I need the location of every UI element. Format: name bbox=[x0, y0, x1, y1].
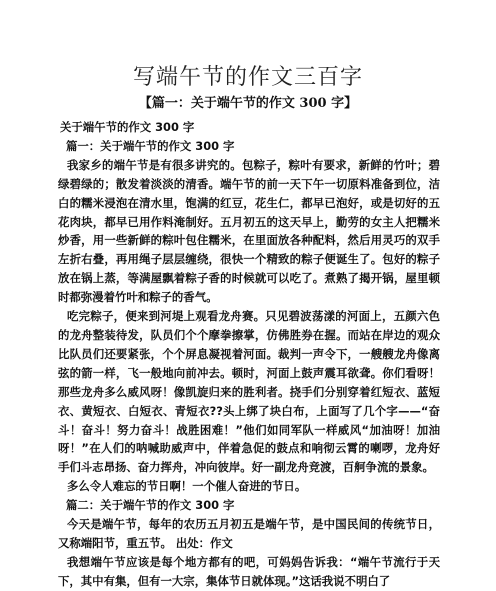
section-heading: 关于端午节的作文 300 字 bbox=[60, 120, 195, 134]
paragraph: 我想端午节应该是每个地方都有的吧，可妈妈告诉我：“端午节流行于天下，其中有集，但有一大宗，集体节日就体现。”这话我说不明白了 bbox=[58, 554, 440, 588]
paragraph: 多么令人难忘的节日啊！一个催人奋进的节日。 bbox=[67, 479, 307, 494]
document-title: 写端午节的作文三百字 bbox=[132, 65, 363, 90]
paragraph: 我家乡的端午节是有很多讲究的。包粽子，粽叶有要求，新鲜的竹叶；碧绿碧绿的；散发着淡淡的清香。端午节的前一天下午一切原料准备到位，洁白的糯米浸泡在清水里，饱满的红豆，花生仁，都早已泡好，或是切好的五花肉块，都早已用作料淹制好。五月初五的这天早上，勤劳的女主人把糯米炒香，用一些新鲜的粽叶包住糯米，在里面放各种配料，然后用灵巧的双手左折右叠，再用绳子层层缠绕，很快一个精致的粽子便诞生了。包好的粽子放在锅上蒸，等满屋飘着粽子香的时候就可以吃了。煮熟了揭开锅，屋里顿时都弥漫着竹叶和粽子的香气。 bbox=[58, 157, 440, 305]
article-heading: 篇一：关于端午节的作文 300 字 bbox=[66, 138, 235, 153]
article-heading: 篇二：关于端午节的作文 300 字 bbox=[66, 498, 235, 513]
paragraph: 吃完粽子，便来到河堤上观看龙舟赛。只见碧波荡漾的河面上，五颜六色的龙舟整装待发，队员们个个摩拳擦掌，仿佛胜券在握。而站在岸边的观众比队员们还要紧张，个个屏息凝视着河面。裁判一声令下，一艘艘龙舟像离弦的箭一样，飞一般地向前冲去。顿时，河面上鼓声震耳欲聋。你们看呀！那些龙舟多么威风呀！像凯旋归来的胜利者。挠手们分别穿着红短衣、蓝短衣、黄短衣、白短衣、青短衣??头上绑了块白布，上面写了几个字——“奋斗！奋斗！努力奋斗！战胜困难！”他们如同军队一样威风“加油呀！加油呀！”在人们的呐喊助威声中，伴着急促的鼓点和响彻云霄的喇啰，龙舟好手们斗志昂扬、奋力挥舟，冲向彼岸。好一副龙舟竞渡，百舸争流的景象。 bbox=[58, 309, 440, 475]
document-subtitle: 【篇一：关于端午节的作文 300 字】 bbox=[138, 96, 358, 111]
paragraph: 今天是端午节，每年的农历五月初五是端午节，是中国民间的传统节日，又称端阳节，重五节。 出处：作文 bbox=[58, 517, 440, 550]
document-body bbox=[58, 118, 440, 591]
